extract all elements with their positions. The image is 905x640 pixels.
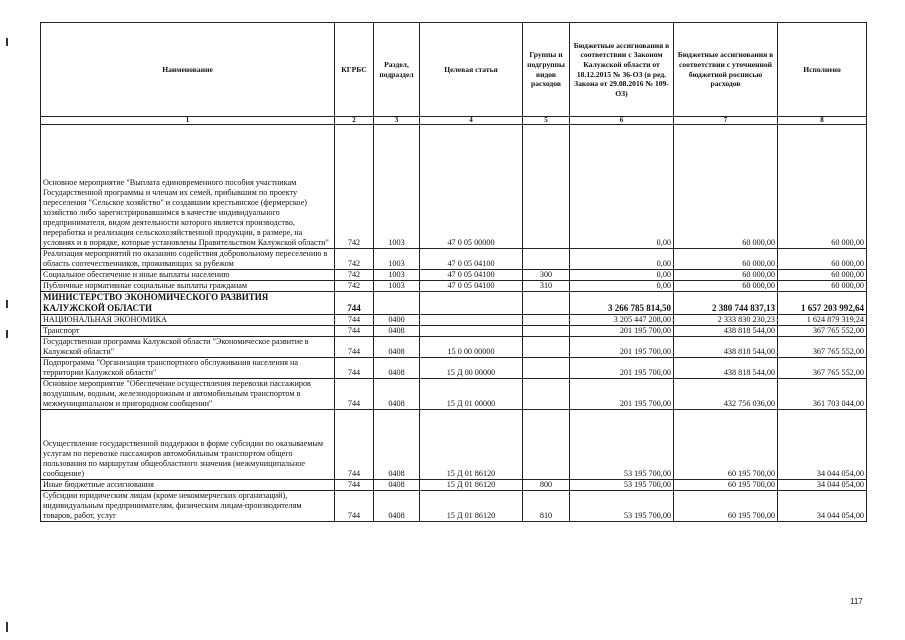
row-roster-allocation: 438 818 544,00: [674, 358, 778, 379]
row-name: Подпрограмма "Организация транспортного обслуживания населения на территории Калужской области": [41, 358, 335, 379]
row-executed: 60 000,00: [778, 281, 867, 292]
row-executed: 60 000,00: [778, 270, 867, 281]
row-kgrbs: 744: [335, 337, 374, 358]
row-name: Иные бюджетные ассигнования: [41, 480, 335, 491]
row-name: Основное мероприятие "Выплата единовременного пособия участникам Государственной программы и членам их семей, прибывшим по проекту переселения "Сельское хозяйство" и создавшим крестьянское (фермерское) хозяйство либо зарегистрировавшимся в качестве индивидуального предпринимателя, видом деятельности которого является производство, переработка и реализация сельскохозяйственной продукции, в размере, на условиях и в порядке, которые установлены Правительством Калужской области": [41, 125, 335, 249]
row-kgrbs: 742: [335, 249, 374, 270]
row-law-allocation: 201 195 700,00: [570, 358, 674, 379]
table-row: [41, 270, 867, 281]
row-law-allocation: 0,00: [570, 270, 674, 281]
row-expense-group: [523, 358, 570, 379]
column-number: 4: [420, 117, 523, 125]
row-name: Государственная программа Калужской области "Экономическое развитие в Калужской области": [41, 337, 335, 358]
column-number: 2: [335, 117, 374, 125]
budget-table: [40, 22, 867, 522]
row-executed: 34 044 054,00: [778, 480, 867, 491]
row-expense-group: [523, 337, 570, 358]
table-row: [41, 410, 867, 480]
row-section: 1003: [374, 125, 420, 249]
row-expense-group: [523, 249, 570, 270]
row-law-allocation: 0,00: [570, 125, 674, 249]
row-roster-allocation: 60 195 700,00: [674, 480, 778, 491]
row-target-article: 47 0 05 04100: [420, 270, 523, 281]
row-section: 1003: [374, 281, 420, 292]
row-roster-allocation: 2 380 744 837,13: [674, 292, 778, 315]
row-law-allocation: 201 195 700,00: [570, 326, 674, 337]
row-expense-group: [523, 292, 570, 315]
row-kgrbs: 744: [335, 315, 374, 326]
header-section: Раздел, подраздел: [374, 23, 420, 117]
row-kgrbs: 744: [335, 292, 374, 315]
row-name: Реализация мероприятий по оказанию содействия добровольному переселению в область соотечественников, проживающих за рубежом: [41, 249, 335, 270]
row-target-article: 47 0 05 04100: [420, 281, 523, 292]
table-row: [41, 358, 867, 379]
column-number: 5: [523, 117, 570, 125]
column-number: 6: [570, 117, 674, 125]
column-number: 3: [374, 117, 420, 125]
row-target-article: [420, 326, 523, 337]
row-executed: 361 703 044,00: [778, 379, 867, 410]
row-kgrbs: 744: [335, 326, 374, 337]
row-section: [374, 292, 420, 315]
row-target-article: [420, 315, 523, 326]
column-number-row: [41, 117, 867, 125]
row-name: НАЦИОНАЛЬНАЯ ЭКОНОМИКА: [41, 315, 335, 326]
row-name: Транспорт: [41, 326, 335, 337]
header-law-allocation: Бюджетные ассигнования в соответствии с Законом Калужской области от 18.12.2015 № 36-ОЗ (в ред. Закона от 29.08.2016 № 109-ОЗ): [570, 23, 674, 117]
row-roster-allocation: 60 000,00: [674, 125, 778, 249]
row-expense-group: 800: [523, 480, 570, 491]
row-section: 0408: [374, 337, 420, 358]
row-expense-group: 810: [523, 491, 570, 522]
header-row: [41, 23, 867, 117]
table-row: [41, 326, 867, 337]
row-target-article: 15 Д 01 86120: [420, 480, 523, 491]
row-roster-allocation: 432 756 036,00: [674, 379, 778, 410]
row-kgrbs: 742: [335, 125, 374, 249]
table-row: [41, 480, 867, 491]
row-expense-group: [523, 410, 570, 480]
row-name: Субсидии юридическим лицам (кроме некоммерческих организаций), индивидуальным предпринимателям, физическим лицам-производителям товаров, работ, услуг: [41, 491, 335, 522]
row-kgrbs: 744: [335, 379, 374, 410]
row-section: 1003: [374, 270, 420, 281]
row-roster-allocation: 2 333 830 230,23: [674, 315, 778, 326]
table-row: [41, 379, 867, 410]
row-section: 0408: [374, 410, 420, 480]
row-target-article: 15 Д 00 00000: [420, 358, 523, 379]
row-section: 0408: [374, 491, 420, 522]
row-name: МИНИСТЕРСТВО ЭКОНОМИЧЕСКОГО РАЗВИТИЯ КАЛУЖСКОЙ ОБЛАСТИ: [41, 292, 335, 315]
row-target-article: 15 Д 01 00000: [420, 379, 523, 410]
scan-edge-marks: [6, 0, 12, 640]
row-law-allocation: 201 195 700,00: [570, 337, 674, 358]
header-executed: Исполнено: [778, 23, 867, 117]
row-expense-group: 310: [523, 281, 570, 292]
header-expense-group: Группы и подгруппы видов расходов: [523, 23, 570, 117]
header-kgrbs: КГРБС: [335, 23, 374, 117]
header-target-article: Целевая статья: [420, 23, 523, 117]
row-executed: 1 657 203 992,64: [778, 292, 867, 315]
row-section: 0408: [374, 480, 420, 491]
row-section: 0408: [374, 379, 420, 410]
row-target-article: 47 0 05 04100: [420, 249, 523, 270]
row-executed: 1 624 879 319,24: [778, 315, 867, 326]
row-name: Публичные нормативные социальные выплаты гражданам: [41, 281, 335, 292]
row-executed: 60 000,00: [778, 249, 867, 270]
row-roster-allocation: 60 000,00: [674, 281, 778, 292]
row-law-allocation: 53 195 700,00: [570, 491, 674, 522]
table-row: [41, 249, 867, 270]
row-target-article: [420, 292, 523, 315]
table-row: [41, 281, 867, 292]
header-name: Наименование: [41, 23, 335, 117]
row-roster-allocation: 60 195 700,00: [674, 491, 778, 522]
table-row: [41, 337, 867, 358]
row-law-allocation: 53 195 700,00: [570, 480, 674, 491]
row-section: 0408: [374, 326, 420, 337]
row-kgrbs: 744: [335, 410, 374, 480]
table-row: [41, 491, 867, 522]
row-section: 1003: [374, 249, 420, 270]
row-kgrbs: 742: [335, 270, 374, 281]
row-name: Социальное обеспечение и иные выплаты населению: [41, 270, 335, 281]
row-law-allocation: 0,00: [570, 249, 674, 270]
row-law-allocation: 3 205 447 208,00: [570, 315, 674, 326]
column-number: 8: [778, 117, 867, 125]
row-law-allocation: 0,00: [570, 281, 674, 292]
row-roster-allocation: 60 195 700,00: [674, 410, 778, 480]
row-kgrbs: 744: [335, 358, 374, 379]
row-name: Основное мероприятие "Обеспечение осуществления перевозки пассажиров воздушным, водным, железнодорожным и автомобильным транспортом в межмуниципальном и пригородном сообщении": [41, 379, 335, 410]
row-name: Осуществление государственной поддержки в форме субсидии по оказываемым услугам по перевозке пассажиров автомобильным транспортом общего пользования по маршрутам общеобластного значения (межмуниципальное сообщение): [41, 410, 335, 480]
row-target-article: 15 0 00 00000: [420, 337, 523, 358]
table-row: [41, 125, 867, 249]
row-kgrbs: 742: [335, 281, 374, 292]
row-target-article: 15 Д 01 86120: [420, 491, 523, 522]
row-executed: 367 765 552,00: [778, 326, 867, 337]
row-section: 0400: [374, 315, 420, 326]
row-roster-allocation: 438 818 544,00: [674, 337, 778, 358]
row-law-allocation: 3 266 785 814,50: [570, 292, 674, 315]
row-kgrbs: 744: [335, 491, 374, 522]
row-executed: 34 044 054,00: [778, 410, 867, 480]
row-law-allocation: 201 195 700,00: [570, 379, 674, 410]
row-expense-group: 300: [523, 270, 570, 281]
header-roster-allocation: Бюджетные ассигнования в соответствии с уточненной бюджетной росписью расходов: [674, 23, 778, 117]
row-roster-allocation: 60 000,00: [674, 249, 778, 270]
column-number: 1: [41, 117, 335, 125]
page-number: 117: [850, 597, 863, 606]
row-kgrbs: 744: [335, 480, 374, 491]
row-expense-group: [523, 315, 570, 326]
row-executed: 60 000,00: [778, 125, 867, 249]
table-row: [41, 292, 867, 315]
row-expense-group: [523, 379, 570, 410]
column-number: 7: [674, 117, 778, 125]
row-roster-allocation: 60 000,00: [674, 270, 778, 281]
row-expense-group: [523, 125, 570, 249]
row-executed: 367 765 552,00: [778, 358, 867, 379]
row-law-allocation: 53 195 700,00: [570, 410, 674, 480]
row-executed: 34 044 054,00: [778, 491, 867, 522]
row-section: 0408: [374, 358, 420, 379]
row-expense-group: [523, 326, 570, 337]
row-target-article: 15 Д 01 86120: [420, 410, 523, 480]
row-roster-allocation: 438 818 544,00: [674, 326, 778, 337]
table-row: [41, 315, 867, 326]
row-executed: 367 765 552,00: [778, 337, 867, 358]
row-target-article: 47 0 05 00000: [420, 125, 523, 249]
